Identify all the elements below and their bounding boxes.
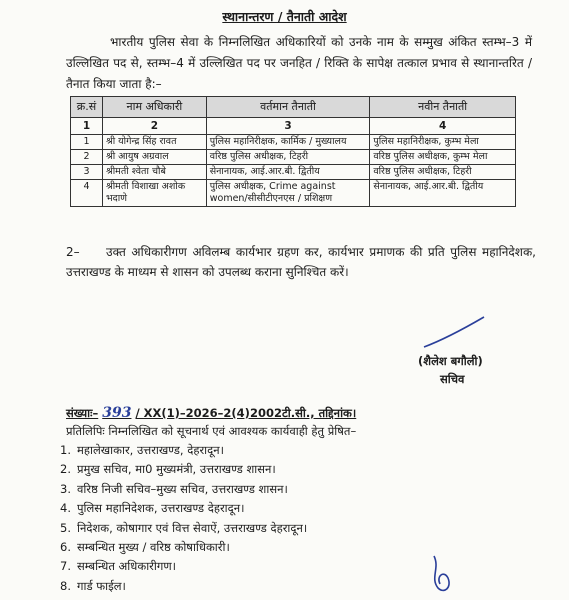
column-number: 2 [102, 118, 206, 135]
paragraph-number: 2– [66, 245, 80, 259]
cell-new: पुलिस महानिरीक्षक, कुम्भ मेला [370, 135, 516, 150]
cell-name: श्रीमती श्वेता चौबे [102, 165, 206, 180]
cell-name: श्री योगेन्द्र सिंह रावत [102, 135, 206, 150]
order-title: स्थानान्तरण / तैनाती आदेश [222, 9, 347, 24]
reference-handwritten-number: 393 [102, 405, 132, 421]
copy-recipient-list [54, 441, 307, 596]
header-current-posting: वर्तमान तैनाती [206, 97, 370, 118]
list-item: 2. प्रमुख सचिव, मा0 मुख्यमंत्री, उत्तराखण्ड शासन। [60, 462, 276, 477]
header-name: नाम अधिकारी [102, 97, 206, 118]
table-row [71, 135, 516, 150]
cell-new: वरिष्ठ पुलिस अधीक्षक, टिहरी [370, 165, 516, 180]
list-item: 3. वरिष्ठ निजी सचिव–मुख्य सचिव, उत्तराखण्ड शासन। [60, 481, 288, 496]
reference-suffix: / XX(1)–2026–2(4)2002टी.सी., तद्दिनांक। [135, 406, 357, 420]
cell-sno: 2 [71, 150, 103, 165]
instruction-text: उक्त अधिकारीगण अविलम्ब कार्यभार ग्रहण कर, कार्यभार प्रमाणक की प्रति पुलिस महानिदेशक, उत्तराखण्ड के माध्यम से शासन को उपलब्ध कराना सुनिश्चित करें। [66, 245, 536, 279]
list-item: 5. निदेशक, कोषागार एवं वित्त सेवाऐं, उत्तराखण्ड देहरादून। [60, 520, 308, 535]
list-item: 8. गार्ड फाईल। [60, 578, 126, 593]
column-number: 3 [206, 118, 370, 135]
cell-current: पुलिस अधीक्षक, Crime against women/सीसीटीएनएस / प्रशिक्षण [206, 180, 370, 207]
cell-new: सेनानायक, आई.आर.बी. द्वितीय [370, 180, 516, 207]
table-column-number-row [71, 118, 516, 135]
cell-current: पुलिस महानिरीक्षक, कार्मिक / मुख्यालय [206, 135, 370, 150]
cell-current: वरिष्ठ पुलिस अधीक्षक, टिहरी [206, 150, 370, 165]
transfer-table [70, 96, 516, 207]
reference-prefix: संख्याः– [66, 406, 99, 420]
list-item: 6. सम्बन्धित मुख्य / वरिष्ठ कोषाधिकारी। [60, 539, 230, 554]
header-new-posting: नवीन तैनाती [370, 97, 516, 118]
cell-current: सेनानायक, आई.आर.बी. द्वितीय [206, 165, 370, 180]
intro-text: भारतीय पुलिस सेवा के निम्नलिखित अधिकारियों को उनके नाम के सम्मुख अंकित स्तम्भ–3 में उल्लिखित पद से, स्तम्भ–4 में उल्लिखित पद पर जनहित / रिक्ति के सापेक्ष तत्काल प्रभाव से स्थानान्तरित / तैनात किया जाता है:– [66, 35, 532, 91]
cell-sno: 3 [71, 165, 103, 180]
column-number: 1 [71, 118, 103, 135]
reference-number [66, 405, 356, 421]
initial-mark [426, 548, 466, 598]
cell-name: श्रीमती विशाखा अशोक भदाणे [102, 180, 206, 207]
cell-name: श्री आयुष अग्रवाल [102, 150, 206, 165]
signatory-name: (शैलेश बगौली) [418, 354, 483, 368]
instruction-paragraph [66, 242, 536, 282]
table-row [71, 180, 516, 207]
header-sno: क्र.सं [71, 97, 103, 118]
list-item: 4. पुलिस महानिदेशक, उत्तराखण्ड देहरादून। [60, 501, 245, 516]
signatory-designation: सचिव [440, 372, 465, 386]
list-item: 7. सम्बन्धित अधिकारीगण। [60, 559, 177, 574]
cell-sno: 1 [71, 135, 103, 150]
table-row [71, 150, 516, 165]
table-row [71, 165, 516, 180]
copy-to-line: प्रतिलिपिः निम्नलिखित को सूचनार्थ एवं आवश्यक कार्यवाही हेतु प्रेषित– [66, 424, 357, 438]
column-number: 4 [370, 118, 516, 135]
intro-paragraph [66, 32, 532, 95]
cell-sno: 4 [71, 180, 103, 207]
table-header-row [71, 97, 516, 118]
list-item: 1. महालेखाकार, उत्तराखण्ड, देहरादून। [60, 443, 224, 457]
cell-new: वरिष्ठ पुलिस अधीक्षक, कुम्भ मेला [370, 150, 516, 165]
signature-mark [420, 313, 490, 353]
